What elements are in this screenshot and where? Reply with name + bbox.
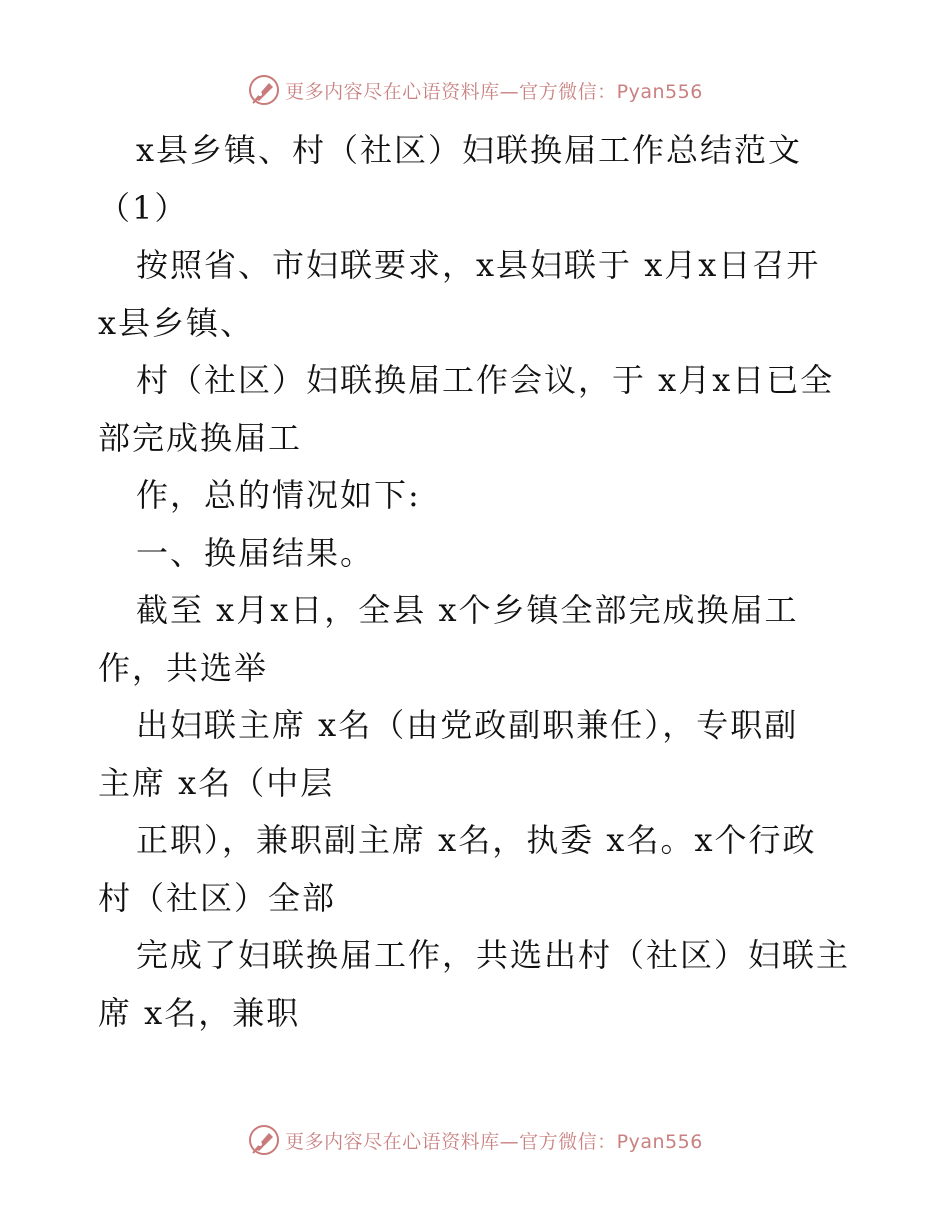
paragraph-line: 完成了妇联换届工作，共选出村（社区）妇联主 xyxy=(136,936,851,974)
paragraph-line: 作，总的情况如下: xyxy=(136,476,421,514)
pen-nib-logo-icon xyxy=(247,1123,281,1157)
pen-nib-logo-icon xyxy=(247,73,281,107)
paragraph-line: 作，共选举 xyxy=(98,648,269,687)
paragraph-line: x县乡镇、 xyxy=(98,303,255,342)
paragraph-line: 截至 x月x日，全县 x个乡镇全部完成换届工 xyxy=(136,591,799,629)
paragraph-line: 正职），兼职副主席 x名，执委 x名。x个行政 xyxy=(136,821,817,859)
paragraph-line: 出妇联主席 x名（由党政副职兼任），专职副 xyxy=(136,706,799,744)
paragraph-line: 村（社区）妇联换届工作会议，于 x月x日已全 xyxy=(136,361,835,399)
section-heading: 一、换届结果。 xyxy=(136,533,375,572)
header-watermark xyxy=(0,70,950,110)
footer-watermark xyxy=(0,1120,950,1160)
paragraph-line: （1） xyxy=(98,188,189,227)
document-body xyxy=(98,122,888,1042)
watermark-text: 更多内容尽在心语资料库—官方微信：Pyan556 xyxy=(285,1130,703,1153)
paragraph-line: 主席 x名（中层 xyxy=(98,763,335,802)
paragraph-line: 按照省、市妇联要求，x县妇联于 x月x日召开 xyxy=(136,246,821,284)
watermark-text: 更多内容尽在心语资料库—官方微信：Pyan556 xyxy=(285,80,703,103)
paragraph-line: 席 x名，兼职 xyxy=(98,993,301,1032)
paragraph-line: 部完成换届工 xyxy=(98,418,303,457)
paragraph-line: 村（社区）全部 xyxy=(98,878,337,917)
title-line: x县乡镇、村（社区）妇联换届工作总结范文 xyxy=(136,131,803,169)
